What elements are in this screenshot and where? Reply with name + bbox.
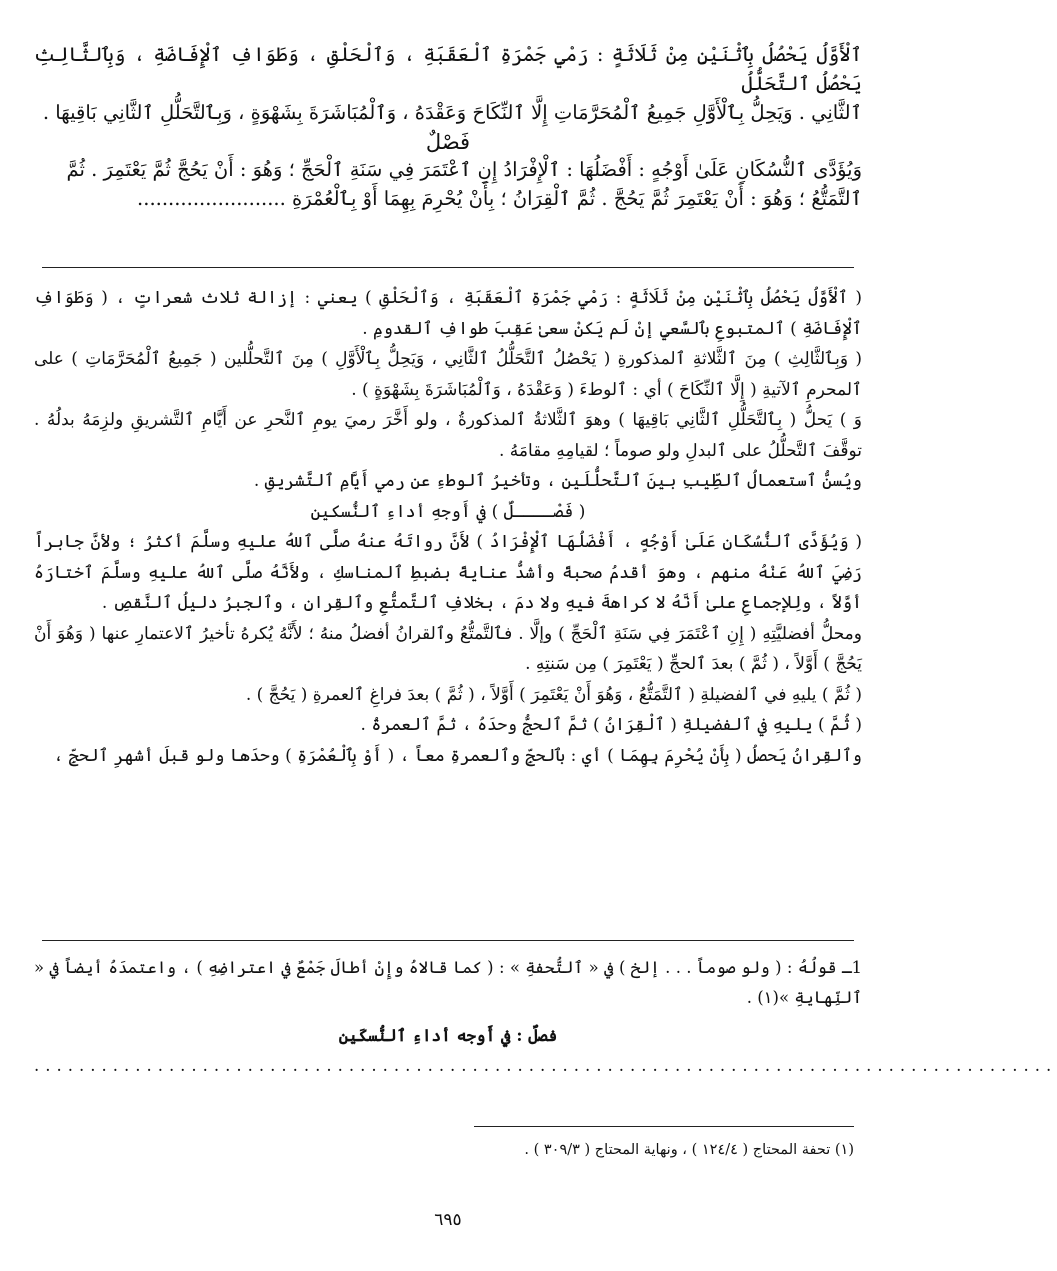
separator-top — [42, 267, 854, 268]
matn-fasl-line-1: وَيُؤَدَّى ٱلنُّسُكَانِ عَلَىٰ أَوْجُهٍ : أَفْضَلُهَا : ٱلْإِفْرَادُ إِنِ ٱعْتَمَرَ فِي سَنَةِ ٱلْحَجِّ ؛ وَهُوَ : أَنْ يَحُجَّ ثُمَّ يَعْتَمِرَ . ثُمَّ — [66, 158, 862, 181]
sharh-paragraph: ومحلُّ أفضليَّتِهِ ( إِنِ ٱعْتَمَرَ فِي سَنَةِ ٱلْحَجِّ ) وإلَّا . فٱلتَّمتُّعُ وٱلقرانُ أفضلُ منهُ ؛ لأَنَّهُ يُكرهُ تأخيرُ ٱلاعتمارِ عنها ( وَهُوَ أَنْ يَحُجَّ ) أَوَّلاً ، ( ثُمَّ ) بعدَ ٱلحجِّ ( يَعْتَمِرَ ) مِن سَنتِهِ . — [34, 623, 862, 674]
sharh-paragraph: ( ثُمَّ ) يليهِ في ٱلفضيلةِ ( ٱلتَّمَتُّعُ ، وَهُوَ أَنْ يَعْتَمِرَ ) أَوَّلاً ، ( ثُمَّ ) بعدَ فراغِ ٱلعمرةِ ( يَحُجَّ ) . — [245, 684, 862, 705]
sharh-paragraph: ( ٱلْأَوَّلُ يَحْصُلُ بِٱثْنَيْنِ مِنْ ثَلَاثَةٍ : رَمْيِ جَمْرَةِ ٱلْعَقَبَةِ ، وَٱلْحَلْقِ ) يعني : إزالة ثلاث شعراتٍ ، ( وَطَوَافِ ٱلْإِفَاضَةِ ) ٱلمتبوعِ بٱلسَّعيِ إنْ لَم يَكنْ سعىٰ عَقِبَ طوافِ ٱلقدومِ . — [34, 288, 862, 339]
sharh-paragraph: ( وَبِٱلثَّالِثِ ) مِنَ ٱلثَّلاثةِ ٱلمذكورةِ ( يَحْصُلُ ٱلتَّحَلُّلُ ٱلثَّانِي ، وَيَحِلُّ بِٱلْأَوَّلِ ) مِنَ ٱلتَّحلُّلين ( جَمِيعُ ٱلْمُحَرَّمَاتِ ) على ٱلمحرمِ ٱلآتيةِ ( إِلَّا ٱلنِّكَاحَ ) أي : ٱلوطءَ ( وَعَقْدَهُ ، وَٱلْمُبَاشَرَةَ بِشَهْوَةٍ ) . — [34, 349, 862, 400]
sharh-paragraph: وَ ) يَحلُّ ( بِٱلتَّحَلُّلِ ٱلثَّانِي بَاقِيهَا ) وهوَ ٱلثَّلاثةُ ٱلمذكورةُ ، ولو أَخَّرَ رميَ يومِ ٱلنَّحرِ عن أَيَّامِ ٱلتَّشريقِ ولزِمَهُ بدلُهُ . توقَّفَ ٱلتَّحلُّلُ على ٱلبدلِ ولو صوماً ؛ لقيامِهِ مقامَهُ . — [34, 410, 862, 461]
sharh-paragraph: ( ثُمَّ ) يليهِ في ٱلفضيلةِ ( ٱلْقِرَانُ ) ثمَّ ٱلحجُّ وحدَهُ ، ثمَّ ٱلعمرةُ . — [360, 715, 862, 735]
separator-footnote — [474, 1126, 854, 1127]
sharh-paragraph: وٱلقِرانُ يَحصلُ ( بِأَنْ يُحْرِمَ بِهِمَا ) أي : بٱلحجِّ وٱلعمرةِ معاً ، ( أَوْ بِٱلْعُمْرَةِ ) وحدَها ولو قبلَ أشهرِ ٱلحجِّ ، — [53, 745, 862, 766]
hashiya-paragraph: 1ـ قولُهُ : ( ولو صوماً . . . إلخ ) في « ٱلتُّحفةِ » : ( كما قالاهُ وإِنْ أطالَ جَمْعٌ في اعتراضِهِ ) ، واعتمدَهُ أيضاً في « ٱلنِّهايةِ »(١) . — [34, 958, 862, 1007]
matn-text — [34, 40, 862, 213]
footnote: (١) تحفة المحتاج ( ١٢٤/٤ ) ، ونهاية المحتاج ( ٣٠٩/٣ ) . — [524, 1142, 854, 1158]
matn-line-2: ٱلثَّانِي . وَيَحِلُّ بِٱلْأَوَّلِ جَمِيعُ ٱلْمُحَرَّمَاتِ إِلَّا ٱلنِّكَاحَ وَعَقْدَهُ ، وَٱلْمُبَاشَرَةَ بِشَهْوَةٍ ، وَبِٱلتَّحَلُّلِ ٱلثَّانِي بَاقِيهَا . — [42, 101, 862, 124]
fasl-heading: فَصْلٌ — [425, 130, 471, 154]
matn-fasl-line-2: ٱلتَّمَتُّعُ ؛ وَهُوَ : أَنْ يَعْتَمِرَ ثُمَّ يَحُجَّ . ثُمَّ ٱلْقِرَانُ ؛ بِأَنْ يُحْرِمَ بِهِمَا أَوْ بِٱلْعُمْرَةِ ........................ — [137, 187, 862, 210]
sharh-text — [34, 283, 862, 771]
sharh-paragraph: ويُسنُّ ٱستعمالُ ٱلطِّيبِ بينَ ٱلتَّحلُّلَين ، وتأخيرُ ٱلوطءِ عن رمي أَيَّامِ ٱلتَّشريقِ . — [253, 471, 862, 491]
hashiya-heading: فصلٌ : في أَوجه أداءِ ٱلنُّسكَين — [338, 1026, 558, 1045]
hashiya-dots: ........................................................................................... — [34, 1056, 1057, 1075]
page-number: ٦٩٥ — [434, 1210, 462, 1230]
hashiya-text — [34, 953, 1057, 1081]
sharh-paragraph: ( وَيُؤَدَّى ٱلنُّسُكَانِ عَلَىٰ أَوْجُهٍ ، أَفْضَلُهَا ٱلْإِفْرَادُ ) لأَنَّ رواتَهُ عنهُ صلَّى ٱللهُ عليهِ وسلَّمَ أكثرُ ؛ ولأنَّ جابراً رَضِيَ ٱللهُ عَنْهُ منهم ، وهوَ أقدمُ صحبةً وأشدُّ عنايةً بضبطِ ٱلمناسكِ ، ولأَنَّهُ صلَّى ٱللهُ عليهِ وسلَّمَ ٱختارَهُ أوَّلاً ، ولِلإجماعِ علىٰ أَنَّهُ لا كراهةَ فيهِ ولا دمَ ، بخلافِ ٱلتَّمتُّعِ وٱلقِرانِ ، وٱلجبرُ دليلُ ٱلنَّقصِ . — [34, 532, 862, 613]
separator-middle — [42, 940, 854, 941]
matn-line-1: ٱلْأَوَّلُ يَحْصُلُ بِٱثْنَيْنِ مِنْ ثَلَاثَةٍ : رَمْيِ جَمْرَةِ ٱلْعَقَبَةِ ، وَٱلْحَلْقِ ، وَطَوَافِ ٱلْإِفَاضَةِ ، وَبِٱلثَّالِثِ يَحْصُلُ ٱلتَّحَلُّلُ — [34, 43, 862, 95]
sharh-fasl-heading: ( فَصْــــلٌ ) في أَوجهِ أداءِ ٱلنُّسكين — [310, 501, 586, 522]
